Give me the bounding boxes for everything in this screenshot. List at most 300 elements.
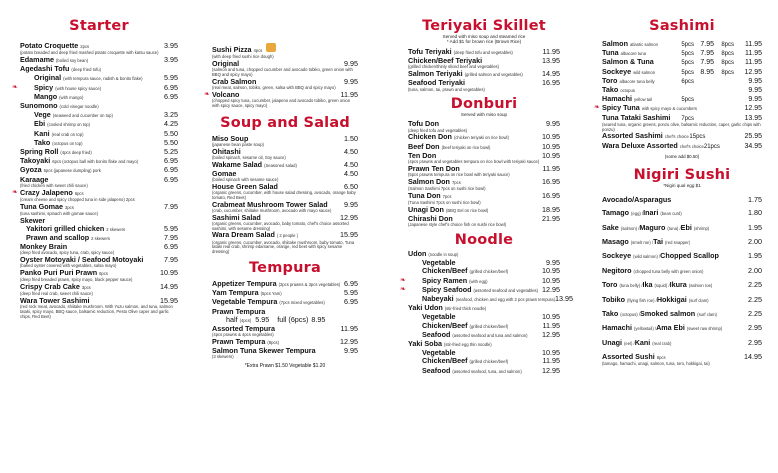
menu-item-desc: (tuna sashimi, spinach with gomae sauce) [20,210,98,216]
nigiri-price: 1.75 [748,194,762,204]
nigiri-name: Sake [602,222,619,232]
sashimi-price-large: 13.95 [744,114,762,122]
nigiri-desc: (tamago, hamachi, unagi, salmon, tuna, toro, hokkigai, tai) [602,360,710,366]
menu-item-name: Chicken/Beef [422,320,468,330]
menu-item-name: Tofu Don [408,119,439,129]
menu-item-name: Tako [34,137,51,147]
menu-item-row [20,42,178,51]
menu-item-name: Wara Dream Salad [212,230,275,240]
nigiri-name-2: Ama Ebi [656,323,685,333]
menu-item-name: Chicken/Beef Teriyaki [408,56,483,66]
menu-item-name: Spring Roll [20,147,59,157]
menu-item-note: 6pcs [74,190,84,196]
sashimi-footer: (some add $0.50) [664,153,700,159]
menu-item-name: Seafood [422,329,451,339]
menu-item-row [212,347,358,355]
menu-item-price: 5.95 [164,223,178,233]
menu-item-row [408,192,560,201]
menu-item-name: Ohitashi [212,146,241,156]
sashimi-price-large: 11.95 [745,50,762,58]
nigiri-note: (octopus) / [620,312,641,318]
menu-item-note: (deep fried tofu and vegetables) [453,50,513,55]
menu-item-note: (grilled chicken/beef) [469,323,509,329]
menu-item-name: Appetizer Tempura [212,278,277,288]
nigiri-price: 2.00 [748,237,762,247]
nigiri-note-2: (squid) / [654,283,670,289]
nigiri-name-2: Chopped Scallop [660,251,719,261]
chili-pepper-icon: ❧ [400,285,406,293]
nigiri-row [602,264,762,278]
donburi-sub: Served with miso soup [460,112,508,118]
menu-item [212,60,358,78]
menu-item-note: 6pcs (octopus ball with bonito flake and mayo) [52,159,139,165]
nigiri-note-2: (surf clam) [688,297,709,303]
sashimi-qty: 5pcs [681,97,694,104]
menu-item-row [408,79,560,87]
section-title-noodle: Noodle [454,232,514,249]
chili-pepper-icon: ❧ [12,83,18,91]
sashimi-name: Spicy Tuna [602,103,640,113]
noodle-list [400,249,573,376]
menu-item-price: 5.50 [164,128,178,138]
section-title-nigiri: Nigiri Sushi [633,166,731,183]
menu-item-price: 6.95 [164,242,178,252]
menu-item-name: Crabmeat Mushroom Tower Salad [212,199,328,209]
menu-item-price: 14.95 [160,282,178,292]
nigiri-note: (smelt roe) / [630,240,654,246]
menu-item-price: 11.95 [340,89,358,99]
menu-item-note: (octopus on top) [52,140,83,146]
menu-item-price: 7.95 [164,233,178,243]
menu-item-row [212,214,358,222]
sashimi-note: octopus [620,88,635,94]
menu-item-name: Original [212,59,240,68]
nigiri-name-2: Tai [653,237,663,247]
menu-item [408,367,560,376]
nigiri-item [602,221,762,235]
menu-item-price: 1.50 [344,133,358,143]
nigiri-row [602,321,762,335]
full-price: 8.95 [311,314,326,324]
menu-item-name: Gomae [212,168,237,178]
menu-item-note: (cooked shrimp on top) [47,122,91,128]
menu-item [12,187,178,203]
nigiri-note: (eel) / [623,340,635,346]
menu-item-row [20,269,178,278]
sashimi-price-large: 9.95 [748,77,762,85]
menu-item-name: Salmon Teriyaki [408,69,463,79]
menu-item-price: 12.95 [340,212,358,222]
sashimi-item [602,40,762,49]
menu-item [408,152,560,165]
menu-item-desc: (organic greens, cucumber, avocado, shiitake mushroom, baby tomato, Tuna tataki real crab, shrimp edamame, orange, red beet with spicy sesame dressing) [212,239,355,255]
menu-item-note: (grilled salmon and vegetables) [464,72,523,78]
menu-item-price: 11.95 [542,163,560,173]
menu-item-price: 10.95 [542,275,560,285]
menu-item-note: (assorted seafood, tuna, and salmon) [452,368,522,374]
menu-item [408,215,560,228]
menu-item-name: Vegetable [422,258,456,268]
sashimi-note: albacore tuna belly [619,78,655,84]
menu-item-row [212,183,358,191]
sashimi-price-small: 7.95 [700,41,714,48]
sashimi-note: wild salmon [633,69,656,75]
menu-item-row [408,178,560,187]
menu-item-note: (grilled chicken/beef) [469,359,509,365]
menu-item [212,78,358,91]
menu-item-desc: (red rock meat, avocado, shiitake mushroom. With Yuzu salmon, and tuna, salmon tataki, spicy mayo, BBQ sauce, balsamic reduction, Pesto Olive caper and garlic chips, Red Beet) [20,304,173,320]
menu-item-row [20,243,178,251]
menu-item-note: (4pcs deep fried) [60,150,92,156]
menu-item [20,269,178,283]
menu-item-note: 6pcs [99,271,108,277]
sashimi-qty: 5pcs [681,60,694,67]
menu-item-name: Spicy [34,82,54,92]
menu-item-price: 5.95 [164,73,178,83]
menu-item-note: (stir-fried egg thin noodle) [443,342,492,348]
menu-item [212,347,358,360]
menu-item-name: Udon [408,249,427,259]
menu-item-name: Seafood Teriyaki [408,78,465,88]
menu-item-price: 6.95 [164,156,178,166]
nigiri-row [602,193,762,206]
menu-item-price: 12.95 [340,337,358,346]
menu-item-name: Tofu Teriyaki [408,47,452,56]
nigiri-note: (tuna belly) / [619,283,643,289]
menu-item-price: 21.95 [542,214,560,224]
menu-item-price: 16.95 [542,190,560,200]
menu-item-note: (5pcs Yam) [260,291,282,297]
menu-item-price: 4.50 [344,168,358,178]
chili-pepper-icon: ❧ [12,188,18,196]
menu-item [212,148,358,161]
menu-item-row [204,89,358,99]
menu-item [20,297,178,320]
teriyaki-sub-1: Served with miso soup and steamed rice [442,34,526,39]
sashimi-name: Salmon [602,39,628,48]
tempura-list [212,280,358,360]
menu-item [212,170,358,183]
menu-item-price: 5.95 [344,288,358,298]
menu-item-price: 11.95 [340,324,358,333]
menu-item-price: 4.25 [164,119,178,129]
menu-item-note: 2pcs [80,44,90,49]
nigiri-price: 14.95 [744,352,762,362]
menu-item-name: Prawn Tempura [212,337,266,346]
menu-item-row [212,78,358,86]
sashimi-item [602,68,762,77]
menu-item-desc: (real meat, salmon, tobiko, green, salsa with BBQ and spicy mayo) [212,85,336,90]
pizza-icon [266,43,276,52]
menu-item-note: 5pcs (japanese dumpling) pork [43,168,101,174]
sashimi-note: albacore tuna [620,51,647,57]
menu-item-note: (assorted seafood and vegetables) [473,287,539,293]
nigiri-note: (yellowtail) / [633,326,657,332]
menu-item-desc: (cream cheese and spicy chopped tuna in side jalapeno) 2pcs [20,196,135,202]
menu-item-name: Vegetable [422,348,456,358]
sushi-pizza-desc: (with deep fried sushi rice dough) [212,54,274,60]
sashimi-row [602,68,762,77]
nigiri-item [602,206,762,220]
sashimi-note: atlantic salmon [629,42,658,47]
section-title-soup: Soup and Salad [220,114,350,131]
sashimi-qty: 5pcs [681,51,694,58]
menu-item-price: 4.50 [344,159,358,169]
menu-item-row [20,283,178,292]
menu-item-name: Monkey Brain [20,242,68,252]
menu-item-name: Wara Tower Sashimi [20,296,90,306]
menu-item-price: 3.95 [164,55,178,64]
menu-item-name: Miso Soup [212,133,249,143]
menu-item-price: 9.95 [344,346,358,356]
menu-item-desc: (5pcs prawns tempura on rice bowl with teriyaki sauce) [408,172,510,178]
nigiri-note: (egg) / [631,211,644,217]
menu-item-row [408,165,560,173]
menu-item-price: 11.95 [542,356,560,366]
menu-item-name: Vegetable Tempura [212,297,278,307]
menu-item-note: (boiled soy bean) [55,58,89,63]
menu-item-row [408,152,560,160]
sashimi-item [602,142,762,151]
sashimi-qty: 5pcs [681,42,694,48]
menu-item [408,165,560,178]
menu-item-desc: (organic greens, cucumber, with house salad dressing, avocado, orange baby tomato, Red Beet) [212,190,356,200]
menu-item-name: Spicy Ramen [422,275,468,285]
menu-item-name: Spicy Seafood [422,284,472,294]
menu-item-price: 18.95 [542,204,560,214]
nigiri-row [602,293,762,307]
nigiri-note-2: (tuna) / [667,225,681,231]
menu-item-note: (seafood, chicken and egg with 2 pcs prawn tempura) [455,297,555,303]
menu-item-name: Prawn Tempura [212,306,266,316]
menu-item-desc: (boiled spinach, sesame oil, Soy sauce) [212,154,286,160]
sashimi-note: yellow tail [633,97,653,103]
nigiri-row [602,278,762,292]
menu-item-desc: (potato breaded and deep fried mashed potato croquette with katsu sauce) [20,50,159,56]
menu-item-price: 5.25 [164,147,178,157]
menu-item-row [20,157,178,166]
soup-list [212,135,358,255]
nigiri-price: 1.95 [748,251,762,261]
nigiri-note: (chopped tuna belly with green onion) [633,268,704,274]
menu-item-name: Assorted Tempura [212,324,275,333]
menu-item-name: Chicken/Beef [422,266,468,276]
sashimi-qty: 21pcs [703,143,720,150]
nigiri-name-2: Inari [643,208,659,218]
nigiri-note-3: (salmon roe) [688,283,713,289]
menu-item [212,201,358,214]
sashimi-name: Toro [602,75,618,85]
menu-item-name: Gyoza [20,165,42,175]
menu-item-name: Vege [34,110,51,120]
sashimi-qty: 5pcs [681,69,694,76]
menu-item-note: 3pcs [65,204,74,210]
nigiri-row [602,221,762,235]
menu-item-name: Yaki Soba [408,339,442,349]
menu-item-name: Tuna Don [408,190,441,200]
menu-item-name: Ten Don [408,150,437,160]
menu-item-row [20,297,178,305]
menu-item-row [212,325,358,333]
chili-pepper-icon: ❧ [400,276,406,284]
menu-item-name: Takoyaki [20,156,51,166]
menu-item-note: (real crab on top) [51,131,84,137]
nigiri-item [602,321,762,335]
menu-item-note: 7pcs [451,179,461,185]
menu-item-name: Crazy Jalapeno [20,187,73,197]
menu-item-note: (4pcs) [239,317,252,323]
menu-item-price: 13.95 [554,294,573,304]
nigiri-note: (wild salmon) / [633,254,661,260]
menu-item-row [212,231,358,240]
menu-item-name: Mango [34,91,58,101]
menu-item-price: 10.95 [542,141,560,151]
menu-item-desc: (chopped spicy tuna, cucumber, jalapeno and avocado tobiko, green onion with spicy sauce, spicy mayo) [212,98,351,108]
menu-item-desc: (salmon and tuna, chopped cucumber and avocado tobiko, green onion with BBQ and spicy mayo) [212,67,353,77]
nigiri-item [602,264,762,278]
menu-item-name: Tuna Gomae [20,201,63,211]
menu-item-row [212,60,358,68]
sashimi-price-small: 8.95 [700,68,714,76]
nigiri-item [602,249,762,263]
menu-item-price: 9.95 [344,76,358,86]
sashimi-price-small: 7.95 [700,59,714,67]
menu-item-desc: (deep fried avocado, spicy tuna, crab, spicy sauce) [20,250,115,256]
nigiri-row [602,235,762,249]
menu-item-note: (8pcs) [267,340,280,345]
menu-item-name: Skewer [20,215,46,225]
nigiri-name-2: Ika [642,280,653,290]
nigiri-name: Hamachi [602,323,632,333]
menu-item-price: 6.95 [164,91,178,101]
menu-item-price: 10.95 [542,266,560,276]
menu-item-row [212,201,358,209]
menu-item-price: 3.95 [164,41,178,50]
menu-item-price: 10.95 [542,312,560,322]
menu-item-note: (with house spicy sauce) [55,85,102,91]
menu-item-price: 10.95 [160,268,178,278]
nigiri-note-3: (shrimp) [693,225,710,231]
sashimi-price-large: 11.95 [745,41,762,48]
menu-item-desc: (deep fried tofu and vegetables) [408,127,468,133]
menu-item-price: 9.95 [546,258,560,268]
menu-item-note: (Seasoned salad) [264,162,297,168]
sashimi-price-large: 12.95 [744,105,762,113]
sashimi-name: Salmon & Tuna [602,57,654,67]
menu-item-note: (2pcs prawns & 3pcs vegetables) [278,281,341,287]
menu-item-desc: (Tuna Sashimi 7pcs on sushi rice bowl) [408,200,481,206]
section-title-donburi: Donburi [450,96,518,113]
menu-item-row [212,148,358,156]
nigiri-item [602,278,762,292]
menu-item-price: 13.95 [542,56,560,66]
menu-item-name: Sunomono [20,101,58,111]
nigiri-name: Avocado/Asparagus [602,194,672,204]
nigiri-row [602,307,762,321]
menu-item [212,183,358,201]
menu-item-name: Edamame [20,55,54,64]
chili-pepper-icon: ❧ [204,90,210,98]
sashimi-note: chef's choice [679,143,704,149]
nigiri-name-2: Smoked salmon [640,309,696,319]
nigiri-price: 1.95 [748,222,762,232]
nigiri-item [602,193,762,206]
menu-item-desc: (organic greens, cucumber, avocado, baby tomato, chef's choice assorted sashimi, with sesame dressing) [212,220,349,231]
menu-item-name: Nabeyaki [422,294,454,304]
nigiri-name: Tamago [602,208,630,218]
menu-item-desc: (3 skewers) [212,354,234,360]
sashimi-qty: 15pcs [689,134,706,141]
menu-item-name: Salmon Don [408,176,450,186]
menu-item-name: Chirashi Don [408,214,453,224]
nigiri-item [602,293,762,307]
nigiri-note-2: (bean curd) [660,211,682,217]
section-title-tempura: Tempura [249,259,321,276]
nigiri-item [602,350,762,366]
nigiri-note: (salmon) / [620,225,640,231]
menu-item-price: 3.25 [164,110,178,120]
menu-item-desc: (grilled chicken/thinly sliced beef and vegetables) [408,64,500,70]
nigiri-item [602,235,762,249]
sashimi-price-large: 25.95 [744,133,763,141]
menu-item [408,79,560,92]
teriyaki-list [408,48,560,92]
menu-item-price: 9.95 [344,59,358,68]
sashimi-item [602,77,762,86]
menu-item-price: 7.95 [164,255,178,265]
nigiri-item [602,307,762,321]
nigiri-name: Toro [602,280,618,290]
menu-item-row [408,367,560,376]
menu-item-price: 9.95 [344,199,358,209]
menu-item-name: Crispy Crab Cake [20,282,80,292]
menu-item-price: 15.95 [340,230,358,240]
sashimi-price-large: 34.95 [744,142,762,150]
sashimi-row [602,77,762,86]
sashimi-name: Wara Deluxe Assorted [602,140,678,150]
menu-item-note: (with mango) [59,94,84,100]
menu-item-price: 6.95 [164,82,178,92]
sashimi-desc: (seared tuna, organic greens, ponzu olive, balsamic reduction, caper, garlic chips with ponzu) [602,121,761,132]
nigiri-name-2: Maguro [639,222,666,232]
nigiri-note-2: (sweet raw shrimp) [686,326,723,332]
menu-item-name: Unagi Don [408,204,444,214]
nigiri-price: 2.95 [748,323,762,333]
sashimi-name: Tako [602,85,619,95]
nigiri-sub: *Nigiri qual egg $1 [663,182,701,188]
half-price: 5.95 [255,314,270,324]
section-title-teriyaki: Teriyaki Skillet [422,18,546,34]
menu-item-name: Chicken/Beef [422,356,468,366]
menu-item-note: (chicken teriyaki on rice bowl) [453,135,509,141]
nigiri-price: 2.25 [748,280,762,290]
menu-item [212,135,358,148]
right-middle-column [400,0,573,376]
menu-item-row [212,170,358,178]
nigiri-note-2: (real crab) [652,340,672,346]
menu-item-row [408,215,560,223]
sashimi-item [602,114,762,133]
menu-item-name: Salmon Tuna Skewer Tempura [212,346,316,356]
nigiri-note: 8pcs [656,355,666,361]
menu-item-name: Oyster Motoyaki / Seafood Motoyaki [20,255,144,265]
menu-item-name: Vegetable [422,312,456,322]
menu-item-name: Wakame Salad [212,159,263,169]
sashimi-name: Tuna Tataki Sashimi [602,112,671,122]
sashimi-row [602,142,762,151]
nigiri-name: Masago [602,237,629,247]
menu-item-name: Prawn and scallop [26,233,90,243]
